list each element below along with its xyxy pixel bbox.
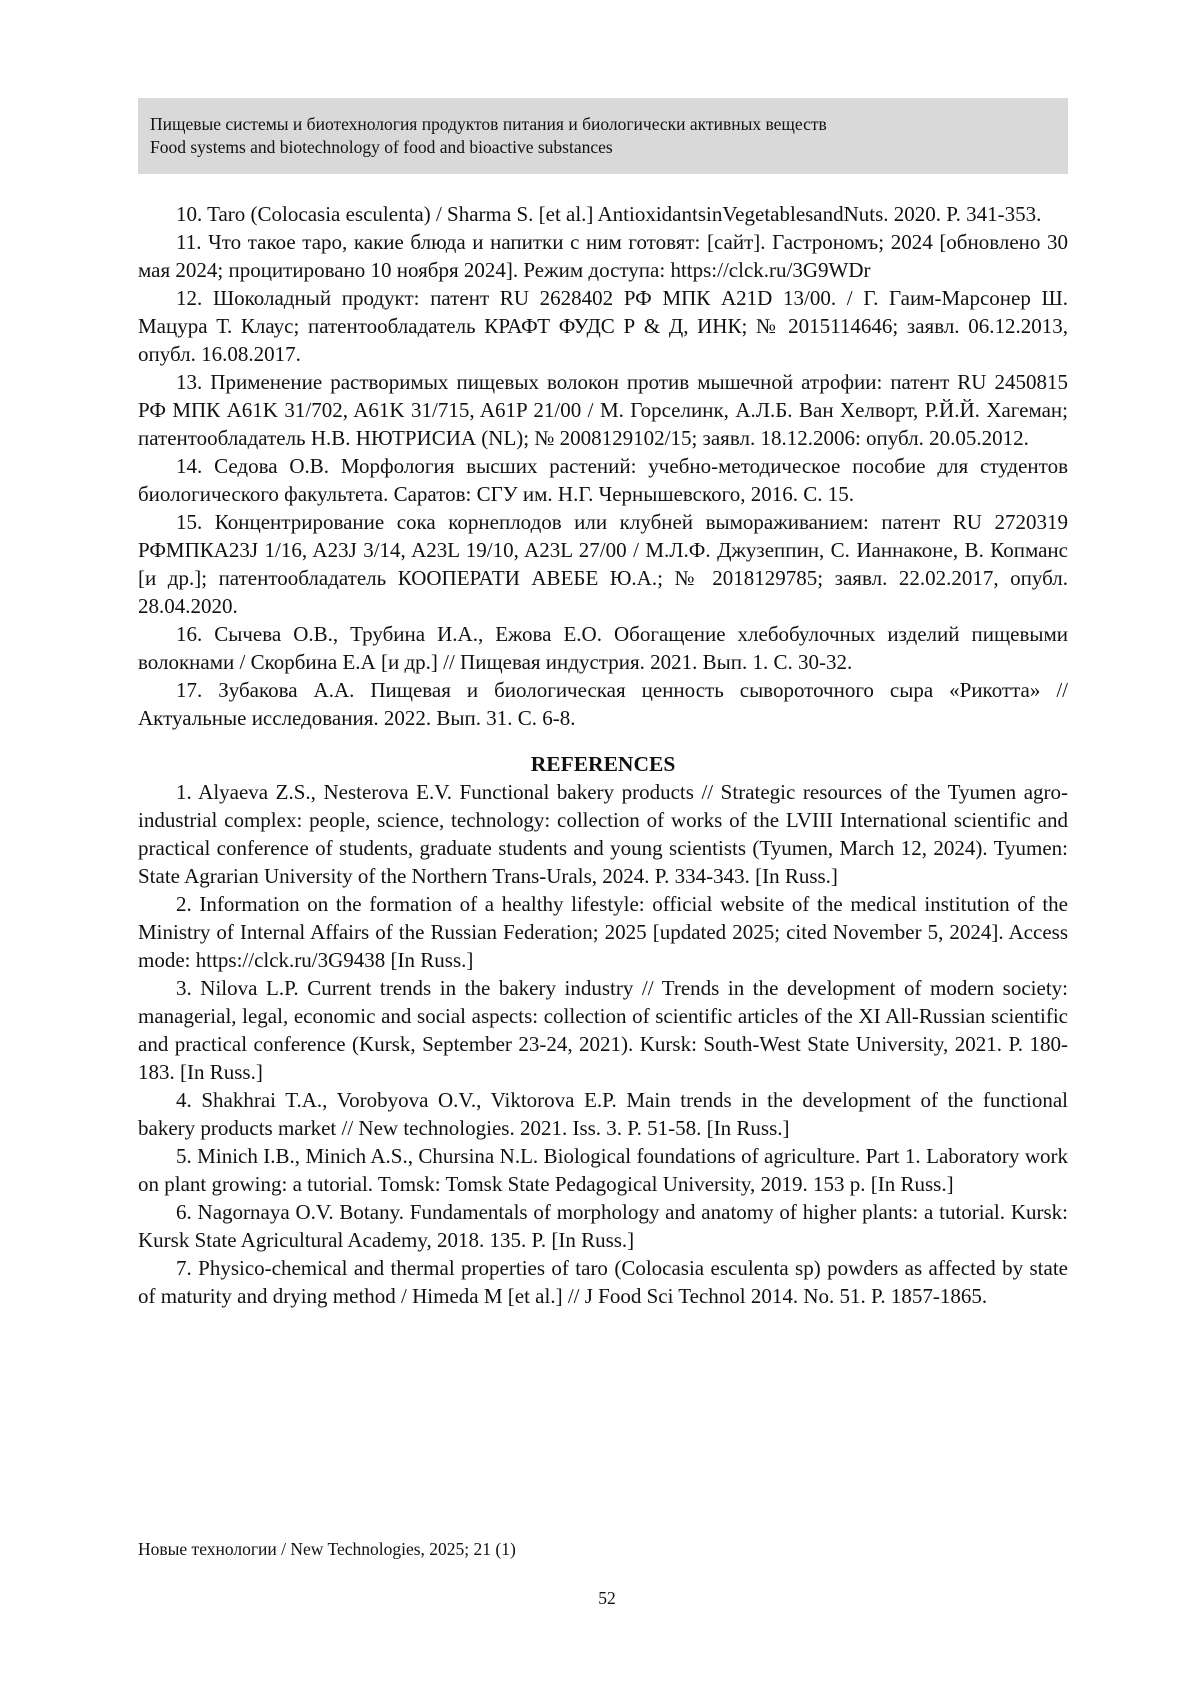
reference-item: 6. Nagornaya O.V. Botany. Fundamentals of morphology and anatomy of higher plants: a tutorial. Kursk: Kursk State Agricultural Academy, 2018. 135. P. [In Russ.]	[138, 1200, 1068, 1252]
reference-item: 10. Taro (Colocasia esculenta) / Sharma S. [et al.] AntioxidantsinVegetablesandNuts. 2020. P. 341-353.	[176, 202, 1042, 226]
page-number: 52	[598, 1588, 616, 1608]
reference-item: 2. Information on the formation of a healthy lifestyle: official website of the medical institution of the Ministry of Internal Affairs of the Russian Federation; 2025 [updated 2025; cited November 5, 2024]. Access mode: https://clck.ru/3G9438 [In Russ.]	[138, 892, 1068, 972]
reference-item: 3. Nilova L.P. Current trends in the bakery industry // Trends in the development of modern society: managerial, legal, economic and social aspects: collection of scientific articles of the XI All-Russian scientific and practical conference (Kursk, September 23-24, 2021). Kursk: South-West State University, 2021. P. 180-183. [In Russ.]	[138, 976, 1068, 1084]
reference-item: 5. Minich I.B., Minich A.S., Chursina N.L. Biological foundations of agriculture. Part 1. Laboratory work on plant growing: a tutorial. Tomsk: Tomsk State Pedagogical University, 2019. 153 p. [In Russ.]	[138, 1144, 1068, 1196]
reference-item: 4. Shakhrai T.A., Vorobyova O.V., Viktorova E.P. Main trends in the development of the functional bakery products market // New technologies. 2021. Iss. 3. P. 51-58. [In Russ.]	[138, 1088, 1068, 1140]
reference-item: 12. Шоколадный продукт: патент RU 2628402 РФ МПК A21D 13/00. / Г. Гаим-Марсонер Ш. Мацура Т. Клаус; патентообладатель КРАФТ ФУДС Р & Д, ИНК; № 2015114646; заявл. 06.12.2013, опубл. 16.08.2017.	[138, 286, 1068, 366]
reference-item: 13. Применение растворимых пищевых волокон против мышечной атрофии: патент RU 2450815 РФ МПК A61K 31/702, A61K 31/715, A61P 21/00 / М. Горселинк, А.Л.Б. Ван Хелворт, Р.Й.Й. Хагеман; патентообладатель Н.В. НЮТРИСИА (NL); № 2008129102/15; заявл. 18.12.2006: опубл. 20.05.2012.	[138, 370, 1068, 450]
reference-item: 11. Что такое таро, какие блюда и напитки с ним готовят: [сайт]. Гастрономъ; 2024 [обновлено 30 мая 2024; процитировано 10 ноября 2024]. Режим доступа: https://clck.ru/3G9WDr	[138, 230, 1068, 282]
reference-item: 1. Alyaeva Z.S., Nesterova E.V. Functional bakery products // Strategic resources of the Tyumen agro-industrial complex: people, science, technology: collection of works of the LVIII International scientific and practical conference of students, graduate students and young scientists (Tyumen, March 12, 2024). Tyumen: State Agrarian University of the Northern Trans-Urals, 2024. P. 334-343. [In Russ.]	[138, 780, 1068, 888]
running-header	[138, 98, 1068, 174]
english-reference-list	[138, 778, 1068, 1310]
header-title-ru: Пищевые системы и биотехнология продуктов питания и биологически активных веществ	[150, 114, 827, 134]
references-heading: REFERENCES	[530, 752, 676, 776]
reference-item: 7. Physico-chemical and thermal properties of taro (Colocasia esculenta sp) powders as affected by state of maturity and drying method / Himeda M [et al.] // J Food Sci Technol 2014. No. 51. P. 1857-1865.	[138, 1256, 1068, 1308]
reference-item: 15. Концентрирование сока корнеплодов или клубней вымораживанием: патент RU 2720319 РФМПКА23J 1/16, A23J 3/14, A23L 19/10, A23L 27/00 / М.Л.Ф. Джузеппин, С. Ианнаконе, В. Копманс [и др.]; патентообладатель КООПЕРАТИ АВЕБЕ Ю.А.; № 2018129785; заявл. 22.02.2017, опубл. 28.04.2020.	[138, 510, 1068, 618]
header-title-en: Food systems and biotechnology of food and bioactive substances	[150, 137, 613, 157]
reference-item: 17. Зубакова А.А. Пищевая и биологическая ценность сывороточного сыра «Рикотта» // Актуальные исследования. 2022. Вып. 31. С. 6-8.	[138, 678, 1068, 730]
reference-item: 14. Седова О.В. Морфология высших растений: учебно-методическое пособие для студентов биологического факультета. Саратов: СГУ им. Н.Г. Чернышевского, 2016. С. 15.	[138, 454, 1068, 506]
journal-footer: Новые технологии / New Technologies, 2025; 21 (1)	[138, 1539, 516, 1559]
reference-content	[138, 200, 1068, 1310]
russian-reference-list	[138, 200, 1068, 732]
reference-item: 16. Сычева О.В., Трубина И.А., Ежова Е.О. Обогащение хлебобулочных изделий пищевыми волокнами / Скорбина Е.А [и др.] // Пищевая индустрия. 2021. Вып. 1. С. 30-32.	[138, 622, 1068, 674]
